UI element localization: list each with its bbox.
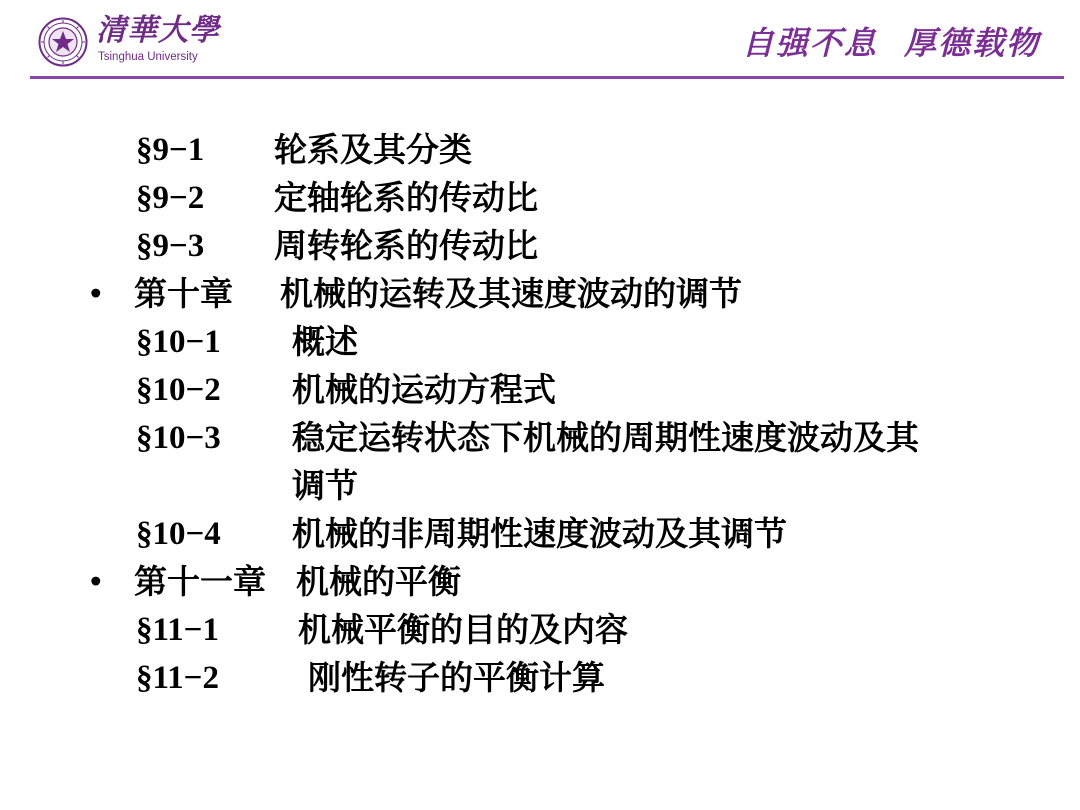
section-number: §11−1 xyxy=(136,612,219,648)
section-title: 定轴轮系的传动比 xyxy=(274,178,538,217)
section-item xyxy=(136,174,936,222)
section-number: §9−1 xyxy=(136,132,205,168)
bullet-icon: • xyxy=(90,276,102,312)
section-item xyxy=(136,318,1016,366)
section-title: 稳定运转状态下机械的周期性速度波动及其 xyxy=(292,418,919,457)
university-name-en: Tsinghua University xyxy=(98,51,198,63)
section-item xyxy=(136,366,1016,414)
section-number: §10−1 xyxy=(136,324,221,360)
section-item xyxy=(136,414,1016,510)
chapter-title: 机械的运转及其速度波动的调节 xyxy=(280,274,742,313)
section-title: 概述 xyxy=(292,322,358,361)
slide-header xyxy=(0,0,1080,80)
chapter-title: 机械的平衡 xyxy=(296,562,461,601)
tsinghua-seal-icon xyxy=(38,17,88,67)
chapter-label: 第十章 xyxy=(134,274,233,313)
section-number: §10−2 xyxy=(136,372,221,408)
section-number: §10−4 xyxy=(136,516,221,552)
section-item xyxy=(136,654,1016,702)
bullet-icon: • xyxy=(90,564,102,600)
section-number: §9−2 xyxy=(136,180,205,216)
section-item xyxy=(136,510,1016,558)
university-name-cn: 清華大學 xyxy=(96,13,220,48)
header-divider xyxy=(30,76,1064,79)
section-title: 机械的非周期性速度波动及其调节 xyxy=(292,514,787,553)
section-title: 周转轮系的传动比 xyxy=(274,226,538,265)
section-title: 机械的运动方程式 xyxy=(292,370,556,409)
section-item xyxy=(136,126,936,174)
section-item xyxy=(136,606,1016,654)
section-title-continuation: 调节 xyxy=(292,466,358,505)
section-number: §11−2 xyxy=(136,660,219,696)
section-number: §9−3 xyxy=(136,228,205,264)
university-motto: 自强不息 厚德载物 xyxy=(741,24,1040,62)
section-title: 轮系及其分类 xyxy=(274,130,472,169)
section-title: 机械平衡的目的及内容 xyxy=(298,610,628,649)
chapter-item xyxy=(90,558,990,606)
section-number: §10−3 xyxy=(136,420,221,456)
section-item xyxy=(136,222,936,270)
section-title: 刚性转子的平衡计算 xyxy=(308,658,605,697)
chapter-item xyxy=(90,270,990,318)
chapter-label: 第十一章 xyxy=(134,562,266,601)
